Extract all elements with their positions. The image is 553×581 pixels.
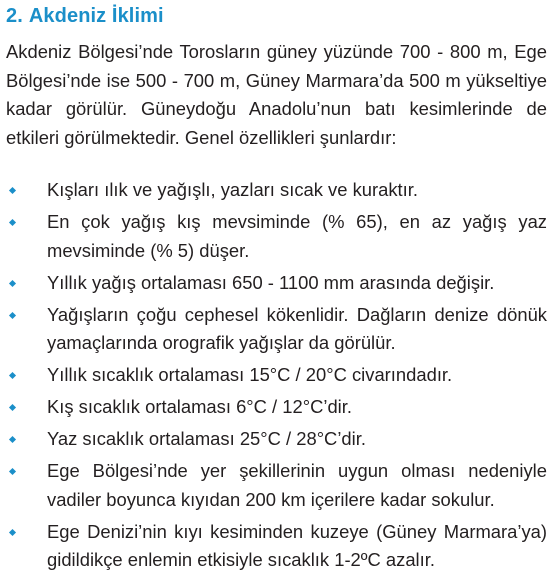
list-item	[0, 301, 553, 358]
list-item	[0, 518, 553, 575]
section-number: 2.	[6, 5, 23, 27]
list-item	[0, 425, 553, 454]
section-title: Akdeniz İklimi	[28, 5, 164, 27]
list-item-text: Yağışların çoğu cephesel kökenlidir. Dağların denize dönük yamaçlarında orografik yağışlar da görülür.	[47, 303, 547, 353]
diamond-bullet-icon	[9, 372, 16, 379]
diamond-bullet-icon	[9, 436, 16, 443]
section-heading	[6, 5, 164, 28]
list-item-text: Yıllık sıcaklık ortalaması 15°C / 20°C civarındadır.	[47, 364, 453, 385]
list-item-text: Yaz sıcaklık ortalaması 25°C / 28°C’dir.	[47, 428, 366, 449]
list-item	[0, 208, 553, 265]
list-item-text: Ege Bölgesi’nde yer şekillerinin uygun olması nedeniyle vadiler boyunca kıyıdan 200 km içerilere kadar sokulur.	[47, 460, 547, 510]
list-item	[0, 269, 553, 298]
diamond-bullet-icon	[9, 311, 16, 318]
diamond-bullet-icon	[9, 468, 16, 475]
list-item-text: Kış sıcaklık ortalaması 6°C / 12°C’dir.	[47, 396, 352, 417]
list-item	[0, 361, 553, 390]
intro-paragraph: Akdeniz Bölgesi’nde Torosların güney yüzünde 700 - 800 m, Ege Bölgesi’nde ise 500 - 700 m, Güney Marmara’da 500 m yükseltiye kadar görülür. Güneydoğu Anadolu’nun batı kesimlerinde de etkileri görülmektedir. Genel özellikleri şunlardır:	[6, 41, 547, 148]
diamond-bullet-icon	[9, 187, 16, 194]
list-item	[0, 393, 553, 422]
diamond-bullet-icon	[9, 219, 16, 226]
list-item-text: Ege Denizi’nin kıyı kesiminden kuzeye (Güney Marmara’ya) gidildikçe enlemin etkisiyle sıcaklık 1-2ºC azalır.	[47, 520, 547, 570]
diamond-bullet-icon	[9, 279, 16, 286]
list-item	[0, 457, 553, 514]
list-item-text: En çok yağış kış mevsiminde (% 65), en az yağış yaz mevsiminde (% 5) düşer.	[47, 211, 547, 261]
list-item-text: Yıllık yağış ortalaması 650 - 1100 mm arasında değişir.	[47, 271, 495, 293]
feature-list	[0, 176, 553, 575]
diamond-bullet-icon	[9, 404, 16, 411]
list-item-text: Kışları ılık ve yağışlı, yazları sıcak ve kuraktır.	[47, 179, 418, 200]
diamond-bullet-icon	[9, 528, 16, 535]
list-item	[0, 176, 553, 205]
